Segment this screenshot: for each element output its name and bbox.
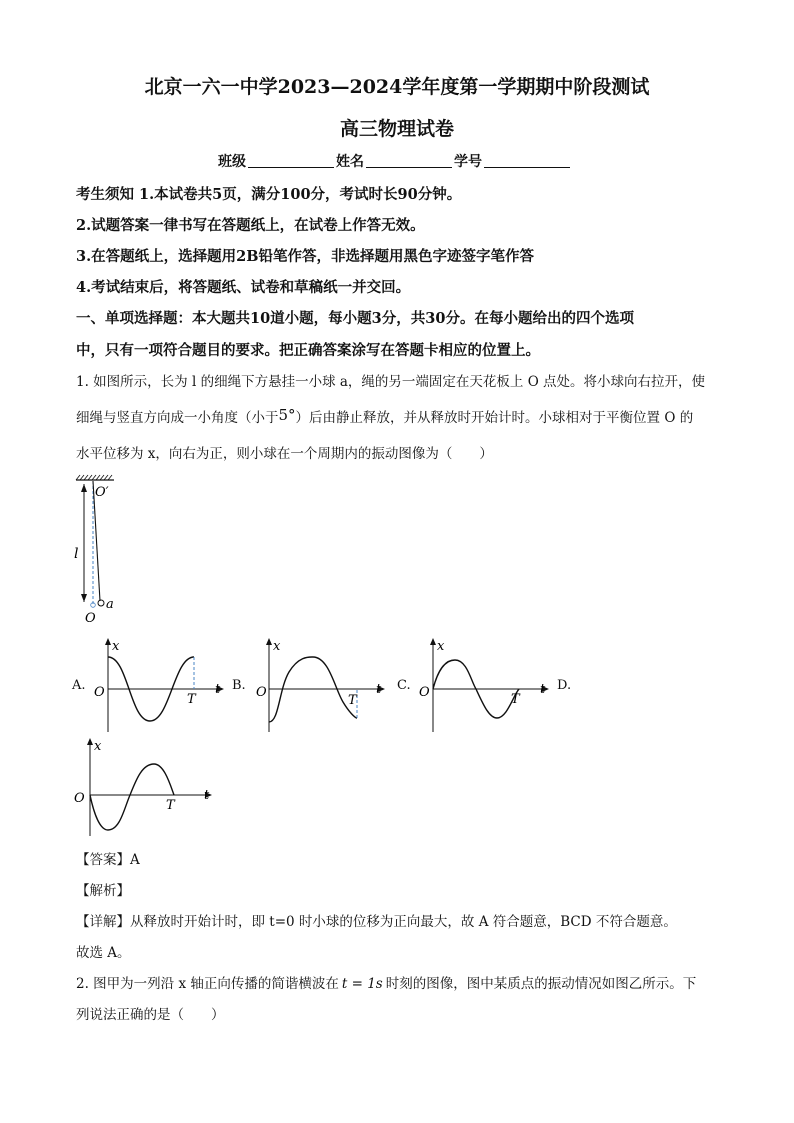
section1-line-1: 一、单项选择题：本大题共10道小题，每小题3分，共30分。在每小题给出的四个选项 — [76, 310, 634, 327]
q2-line-1 — [76, 972, 696, 992]
option-d-period-label: T — [166, 798, 175, 813]
q2-line-1a: 2. 图甲为一列沿 x 轴正向传播的简谐横波在 — [76, 976, 339, 992]
page-title: 北京一六一中学2023—2024学年度第一学期期中阶段测试 — [144, 76, 650, 98]
section1-line-2: 中，只有一项符合题目的要求。把正确答案涂写在答题卡相应的位置上。 — [76, 342, 540, 359]
option-c-origin-label: O — [419, 685, 430, 700]
pendulum-figure — [66, 474, 136, 624]
notice-line-3: 3.在答题纸上，选择题用2B铅笔作答，非选择题用黑色字迹签字笔作答 — [76, 248, 534, 265]
q1-line-3: 水平位移为 x，向右为正，则小球在一个周期内的振动图像为（ ） — [76, 446, 493, 462]
page-subtitle: 高三物理试卷 — [339, 118, 454, 140]
option-b-y-label: x — [273, 639, 281, 654]
class-label: 班级 — [218, 154, 246, 170]
q1-answer-row — [76, 848, 140, 868]
student-info-row — [218, 151, 572, 171]
class-blank — [248, 167, 334, 168]
detail-text: 从释放时开始计时，即 t=0 时小球的位移为正向最大，故 A 符合题意，BCD 不符合题意。 — [130, 914, 677, 930]
q1-line-1: 1. 如图所示，长为 l 的细绳下方悬挂一小球 a，绳的另一端固定在天花板上 O 点处。将小球向右拉开，使 — [76, 374, 706, 390]
name-blank — [366, 167, 452, 168]
option-d-graph[interactable] — [72, 736, 222, 838]
q1-angle: 5° — [278, 406, 296, 424]
option-a-period-label: T — [187, 692, 196, 707]
answer-value: A — [130, 852, 140, 868]
option-b-origin-label: O — [256, 685, 267, 700]
pendulum-top-label: O′ — [95, 485, 109, 500]
q1-line-2 — [76, 406, 693, 426]
notice-line-4: 4.考试结束后，将答题纸、试卷和草稿纸一并交回。 — [76, 279, 411, 296]
id-blank — [484, 167, 570, 168]
option-a-letter[interactable]: A. — [72, 678, 86, 693]
option-c-x-label: t — [540, 682, 546, 697]
q1-conclusion: 故选 A。 — [76, 945, 131, 961]
option-b-x-label: t — [376, 682, 382, 697]
id-label: 学号 — [454, 154, 482, 170]
option-d-x-label: t — [204, 788, 210, 803]
option-b-graph[interactable] — [253, 636, 393, 734]
answer-tag: 【答案】 — [76, 852, 130, 868]
option-a-y-label: x — [112, 639, 120, 654]
q1-detail-row — [76, 910, 677, 930]
option-c-y-label: x — [437, 639, 445, 654]
option-b-period-label: T — [348, 693, 357, 708]
notice-line-1: 考生须知 1.本试卷共5页，满分100分，考试时长90分钟。 — [76, 186, 462, 203]
option-a-origin-label: O — [94, 685, 105, 700]
analysis-tag: 【解析】 — [76, 883, 130, 899]
option-d-origin-label: O — [74, 791, 85, 806]
q1-line-2b: ）后由静止释放，并从释放时开始计时。小球相对于平衡位置 O 的 — [295, 410, 694, 426]
option-a-graph[interactable] — [88, 636, 228, 734]
q2-line-2: 列说法正确的是（ ） — [76, 1007, 225, 1023]
option-d-letter[interactable]: D. — [557, 678, 572, 693]
notice-line-2: 2.试题答案一律书写在答题纸上，在试卷上作答无效。 — [76, 217, 425, 234]
pendulum-ball-label: a — [106, 597, 114, 612]
pendulum-length-label: l — [74, 546, 79, 562]
q2-time: t = 1s — [341, 976, 383, 992]
option-c-letter[interactable]: C. — [397, 678, 411, 693]
q1-line-2a: 细绳与竖直方向成一小角度（小于 — [76, 410, 279, 426]
q2-line-1b: 时刻的图像，图中某质点的振动情况如图乙所示。下 — [385, 976, 697, 992]
option-c-period-label: T — [511, 692, 520, 707]
option-c-graph[interactable] — [415, 636, 555, 734]
pendulum-bottom-label: O — [85, 611, 96, 624]
option-d-y-label: x — [94, 739, 102, 754]
name-label: 姓名 — [336, 154, 364, 170]
option-a-x-label: t — [215, 682, 221, 697]
option-b-letter[interactable]: B. — [232, 678, 246, 693]
detail-tag: 【详解】 — [76, 914, 130, 930]
